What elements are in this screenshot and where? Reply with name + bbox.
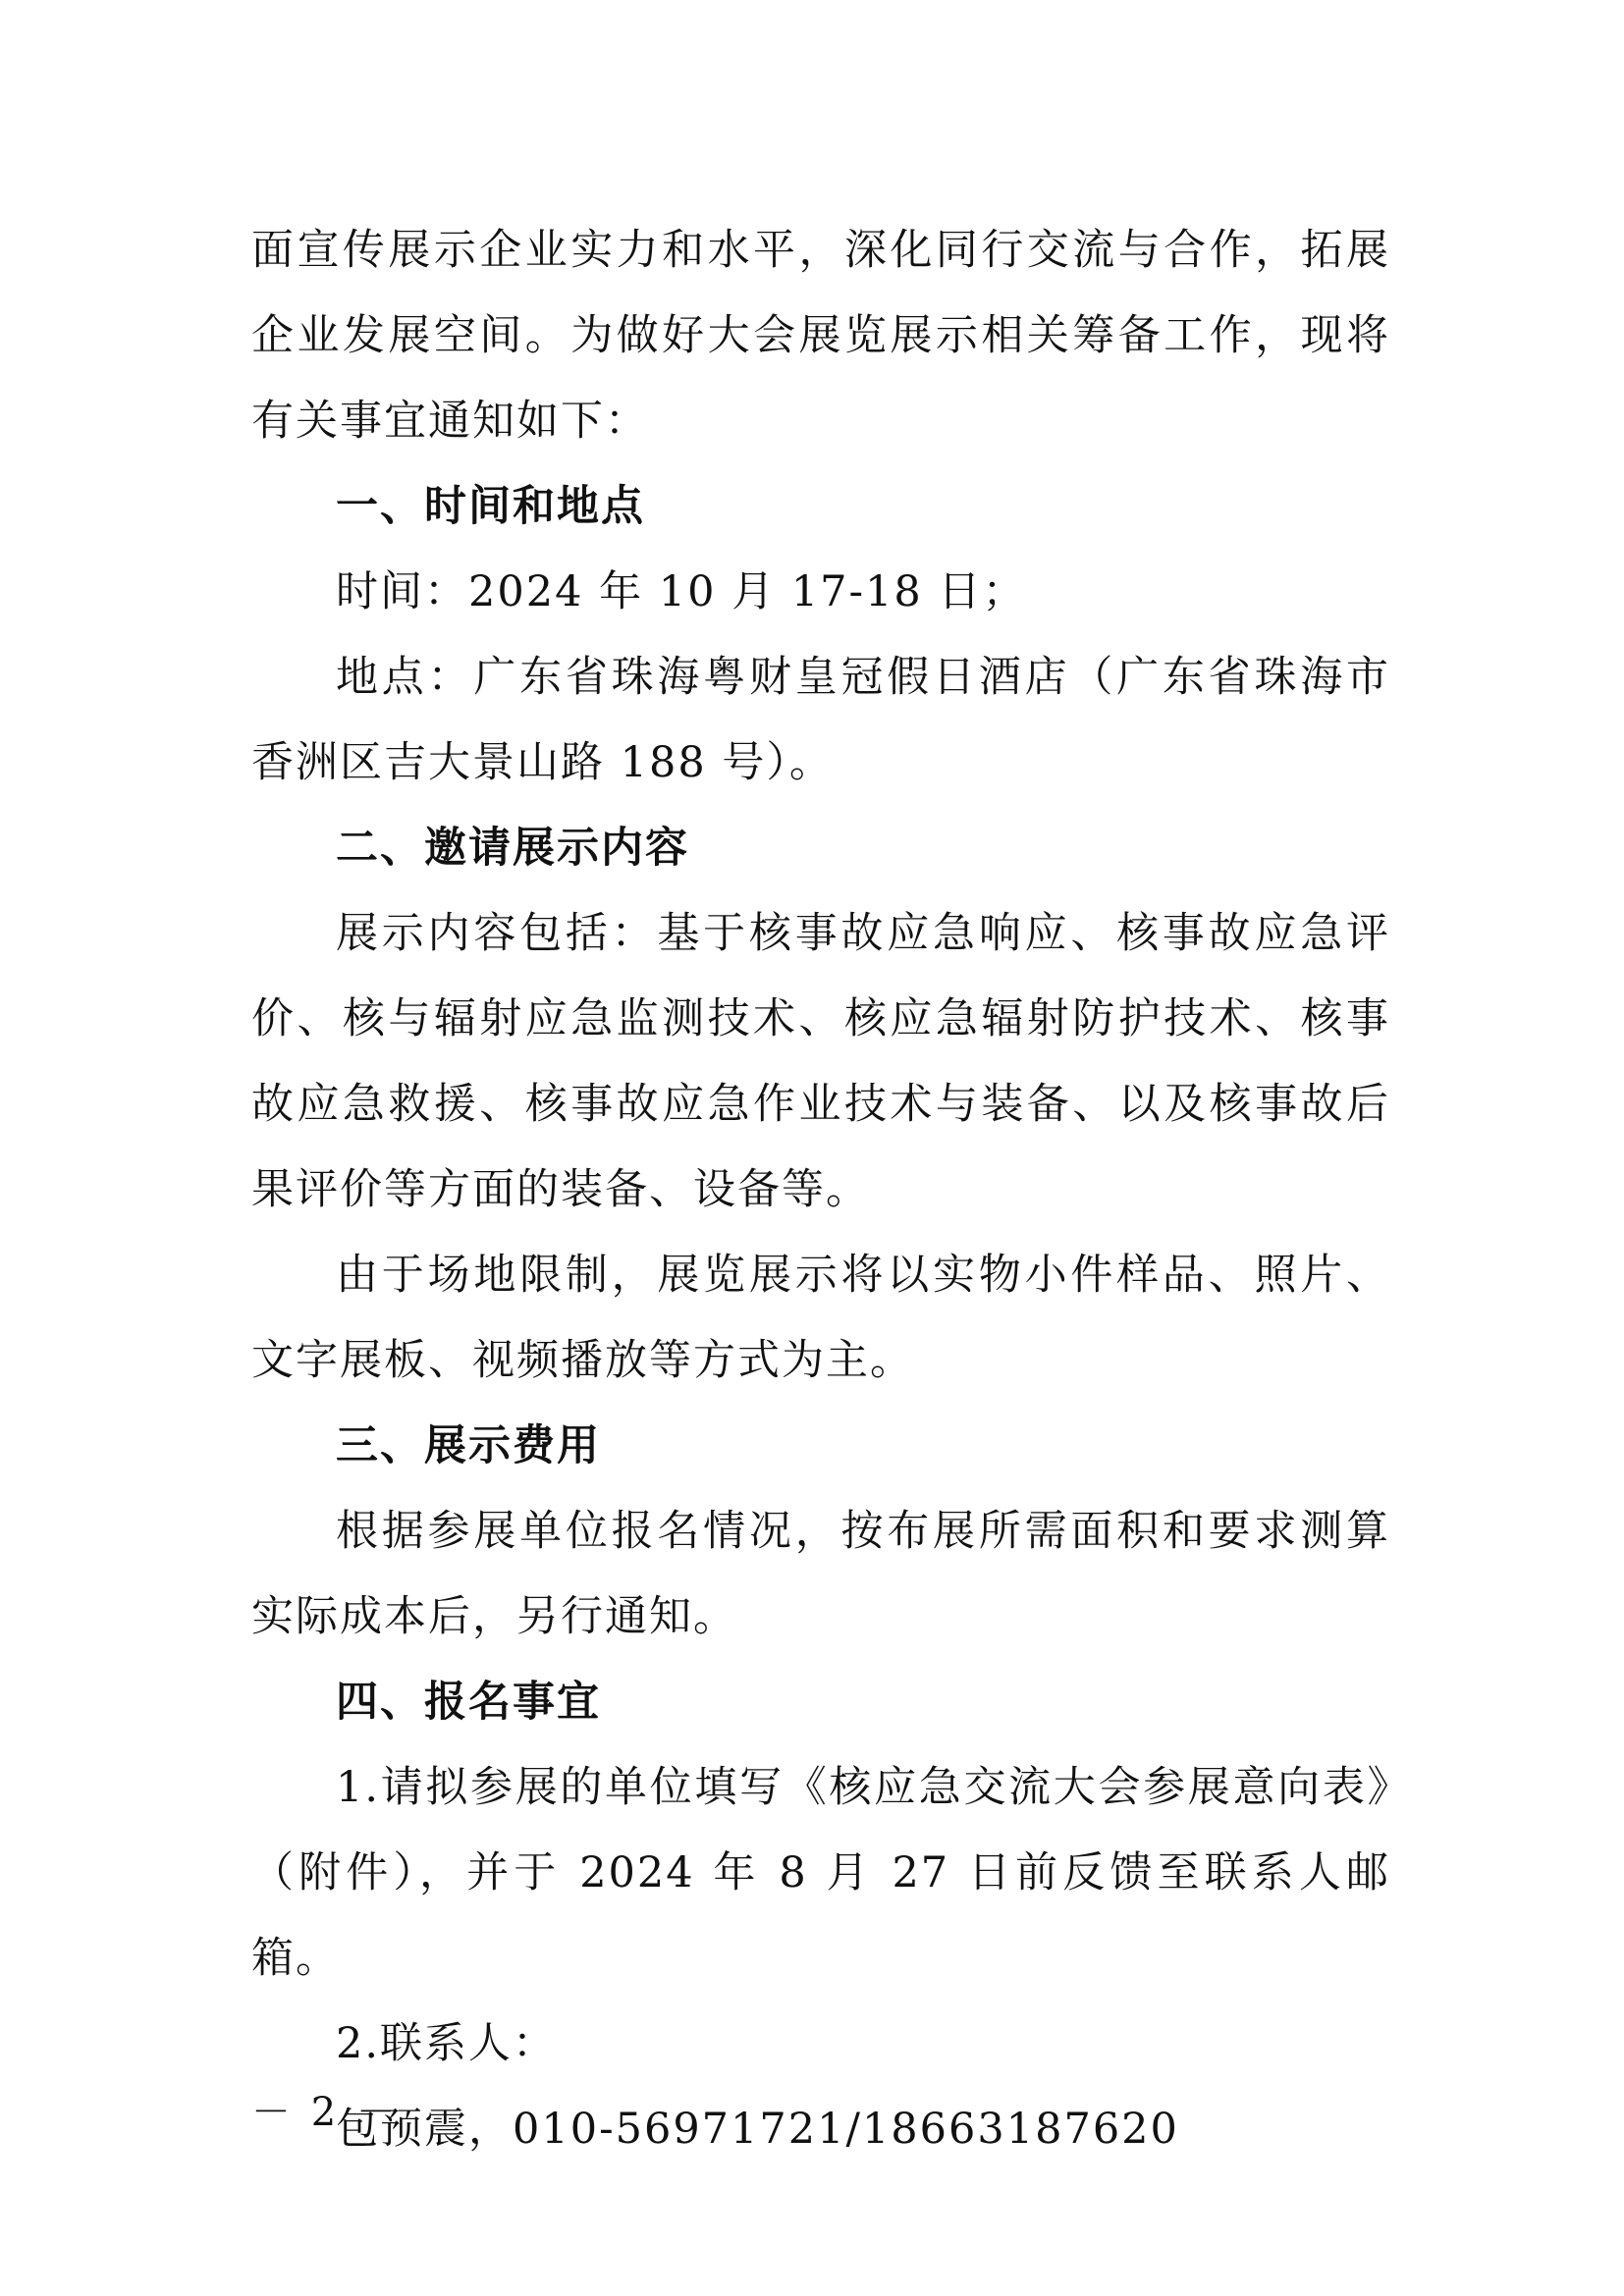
exhibit-format-paragraph: 由于场地限制，展览展示将以实物小件样品、照片、文字展板、视频播放等方式为主。 [251,1251,1390,1385]
intro-paragraph: 面宣传展示企业实力和水平，深化同行交流与合作，拓展企业发展空间。为做好大会展览展示相关筹备工作，现将有关事宜通知如下： [251,226,1390,446]
section-heading-exhibit-content: 二、邀请展示内容 [336,824,689,873]
contact-line: 包预震，010-56971721/18663187620 [336,2105,1179,2154]
page-number: － 2 － [251,2090,400,2135]
registration-item-2: 2.联系人： [336,2019,558,2068]
registration-item-1: 1.请拟参展的单位填写《核应急交流大会参展意向表》（附件），并于 2024 年 8 月 27 日前反馈至联系人邮箱。 [251,1763,1390,1983]
section-heading-registration: 四、报名事宜 [336,1678,601,1727]
place-paragraph: 地点：广东省珠海粤财皇冠假日酒店（广东省珠海市香洲区吉大景山路 188 号）。 [251,653,1390,787]
section-heading-fees: 三、展示费用 [336,1421,601,1470]
fees-paragraph: 根据参展单位报名情况，按布展所需面积和要求测算实际成本后，另行通知。 [251,1507,1390,1641]
section-heading-time-place: 一、时间和地点 [336,482,645,531]
exhibit-content-paragraph: 展示内容包括：基于核事故应急响应、核事故应急评价、核与辐射应急监测技术、核应急辐射防护技术、核事故应急救援、核事故应急作业技术与装备、以及核事故后果评价等方面的装备、设备等。 [251,909,1390,1214]
time-paragraph: 时间：2024 年 10 月 17-18 日； [336,567,1027,616]
document-body [251,208,1390,2172]
